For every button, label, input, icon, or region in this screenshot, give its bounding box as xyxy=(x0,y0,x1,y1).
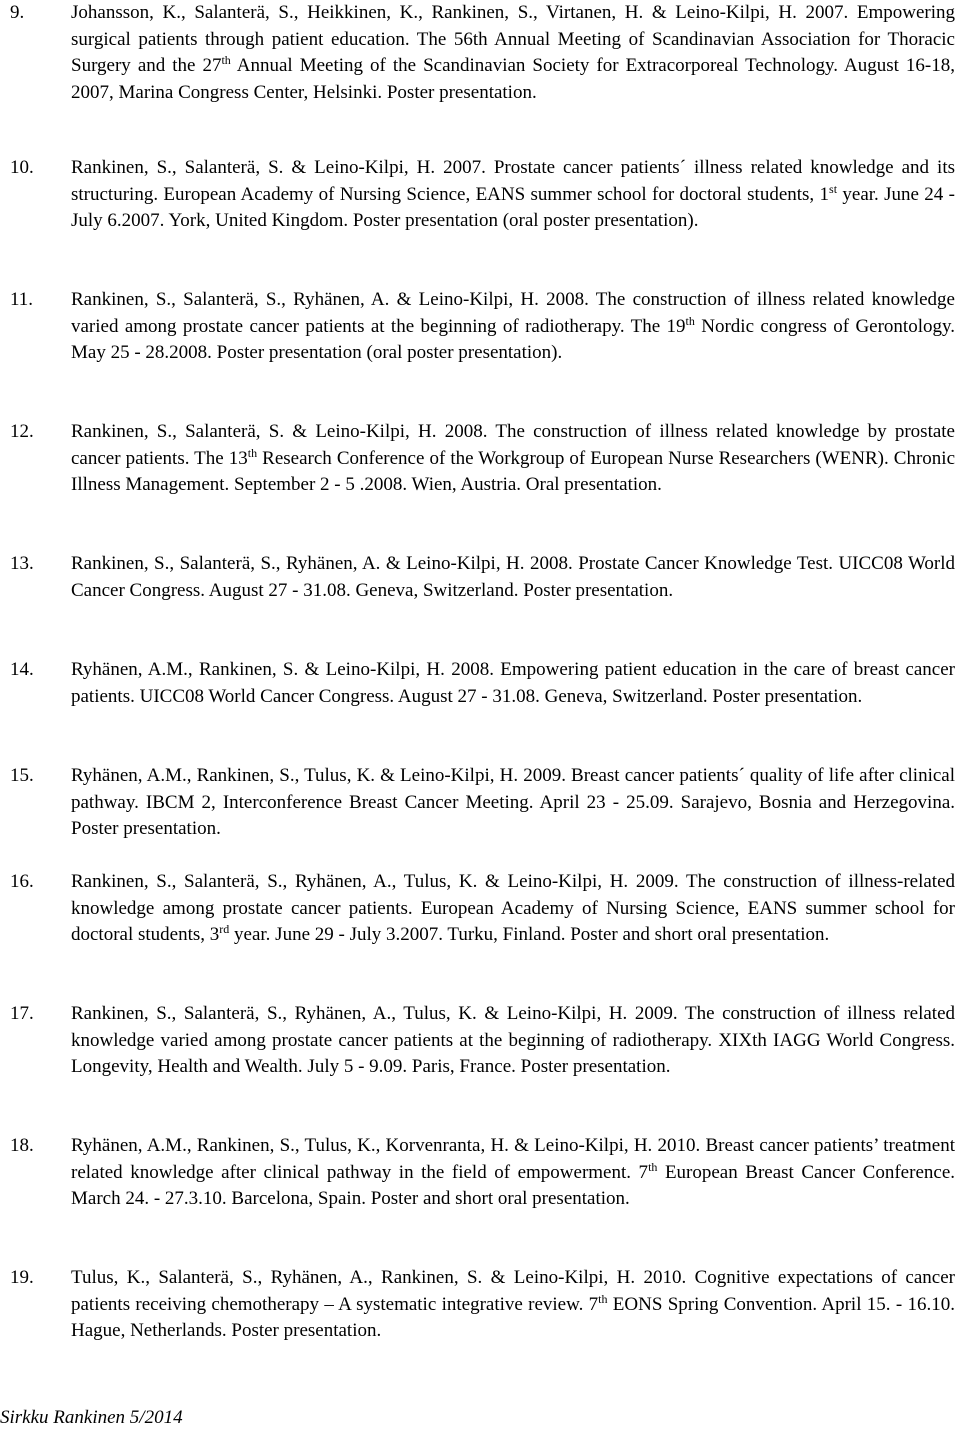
reference-number: 9. xyxy=(10,2,25,23)
reference-text-segment: year. June 29 - July 3.2007. Turku, Finland. Poster and short oral presentation. xyxy=(229,924,830,945)
reference-text-segment: Rankinen, S., Salanterä, S., Ryhänen, A. & Leino-Kilpi, H. 2008. The construction of illness related knowledge varied among prostate cancer patients at the beginning of radiotherapy. The 19 xyxy=(71,289,955,337)
reference-number: 16. xyxy=(10,871,34,892)
ordinal-suffix: rd xyxy=(219,922,230,936)
reference-text xyxy=(71,657,955,710)
reference-text-segment: Nordic congress of Gerontology. May 25 - 28.2008. Poster presentation (oral poster presentation). xyxy=(71,315,956,363)
reference-text xyxy=(71,869,955,949)
ordinal-suffix: th xyxy=(247,445,258,460)
ordinal-suffix: st xyxy=(829,181,838,196)
reference-text xyxy=(71,1265,955,1345)
ordinal-suffix: th xyxy=(648,1159,658,1174)
reference-text-segment: year. June 24 - July 6.2007. York, United Kingdom. Poster presentation (oral poster presentation). xyxy=(71,183,955,231)
reference-text-segment: Annual Meeting of the Scandinavian Society for Extracorporeal Technology. August 16-18, 2007, Marina Congress Center, Helsinki. Poster presentation. xyxy=(71,55,955,103)
reference-text xyxy=(71,287,955,367)
reference-text-segment: Ryhänen, A.M., Rankinen, S., Tulus, K. & Leino-Kilpi, H. 2009. Breast cancer patients´ quality of life after clinical pathway. IBCM 2, Interconference Breast Cancer Meeting. April 23 - 25.09. Sarajevo, Bosnia and Herzegovina. Poster presentation. xyxy=(71,765,955,839)
reference-text-segment: Rankinen, S., Salanterä, S., Ryhänen, A. & Leino-Kilpi, H. 2008. Prostate Cancer Knowledge Test. UICC08 World Cancer Congress. August 27 - 31.08. Geneva, Switzerland. Poster presentation. xyxy=(71,553,955,601)
reference-text xyxy=(71,419,955,499)
reference-text-segment: EONS Spring Convention. April 15. - 16.10. Hague, Netherlands. Poster presentation. xyxy=(71,1293,955,1341)
reference-text xyxy=(71,1133,955,1213)
page-footer: Sirkku Rankinen 5/2014 xyxy=(0,1407,183,1428)
reference-text-segment: Ryhänen, A.M., Rankinen, S., Tulus, K., Korvenranta, H. & Leino-Kilpi, H. 2010. Breast cancer patients’ treatment related knowledge after clinical pathway in the field of empowerment. 7 xyxy=(71,1135,955,1183)
reference-text-segment: European Breast Cancer Conference. March 24. - 27.3.10. Barcelona, Spain. Poster and short oral presentation. xyxy=(71,1161,955,1209)
reference-number: 13. xyxy=(10,553,34,574)
reference-number: 10. xyxy=(10,157,34,178)
reference-text xyxy=(71,155,955,235)
reference-text-segment: Johansson, K., Salanterä, S., Heikkinen, K., Rankinen, S., Virtanen, H. & Leino-Kilpi, H. 2007. Empowering surgical patients through patient education. The 56th Annual Meeting of Scandinavian Association for Thoracic Surgery and the 27 xyxy=(71,2,955,76)
reference-number: 14. xyxy=(10,659,34,680)
reference-number: 11. xyxy=(10,289,34,310)
reference-number: 17. xyxy=(10,1003,34,1024)
reference-text-segment: Rankinen, S., Salanterä, S., Ryhänen, A., Tulus, K. & Leino-Kilpi, H. 2009. The construction of illness-related knowledge among prostate cancer patients. European Academy of Nursing Science, EANS summer school for doctoral students, 3 xyxy=(71,871,955,945)
reference-text xyxy=(71,0,955,106)
ordinal-suffix: th xyxy=(685,313,695,328)
reference-text xyxy=(71,763,955,843)
ordinal-suffix: th xyxy=(598,1291,608,1306)
reference-text xyxy=(71,1001,955,1081)
reference-number: 19. xyxy=(10,1267,34,1288)
reference-text-segment: Rankinen, S., Salanterä, S., Ryhänen, A., Tulus, K. & Leino-Kilpi, H. 2009. The construction of illness related knowledge varied among prostate cancer patients at the beginning of radiotherapy. XIXth IAGG World Congress. Longevity, Health and Wealth. July 5 - 9.09. Paris, France. Poster presentation. xyxy=(71,1003,955,1077)
reference-text xyxy=(71,551,955,604)
reference-text-segment: Tulus, K., Salanterä, S., Ryhänen, A., Rankinen, S. & Leino-Kilpi, H. 2010. Cognitive expectations of cancer patients receiving chemotherapy – A systematic integrative review. 7 xyxy=(71,1267,955,1315)
reference-number: 15. xyxy=(10,765,34,786)
reference-number: 12. xyxy=(10,421,34,442)
ordinal-suffix: th xyxy=(221,53,231,67)
reference-text-segment: Research Conference of the Workgroup of European Nurse Researchers (WENR). Chronic Illness Management. September 2 - 5 .2008. Wien, Austria. Oral presentation. xyxy=(71,447,956,495)
reference-number: 18. xyxy=(10,1135,34,1156)
reference-text-segment: Ryhänen, A.M., Rankinen, S. & Leino-Kilpi, H. 2008. Empowering patient education in the care of breast cancer patients. UICC08 World Cancer Congress. August 27 - 31.08. Geneva, Switzerland. Poster presentation. xyxy=(71,659,955,707)
reference-text-segment: Rankinen, S., Salanterä, S. & Leino-Kilpi, H. 2007. Prostate cancer patients´ illness related knowledge and its structuring. European Academy of Nursing Science, EANS summer school for doctoral students, 1 xyxy=(71,157,955,205)
reference-text-segment: Rankinen, S., Salanterä, S. & Leino-Kilpi, H. 2008. The construction of illness related knowledge by prostate cancer patients. The 13 xyxy=(71,421,955,469)
